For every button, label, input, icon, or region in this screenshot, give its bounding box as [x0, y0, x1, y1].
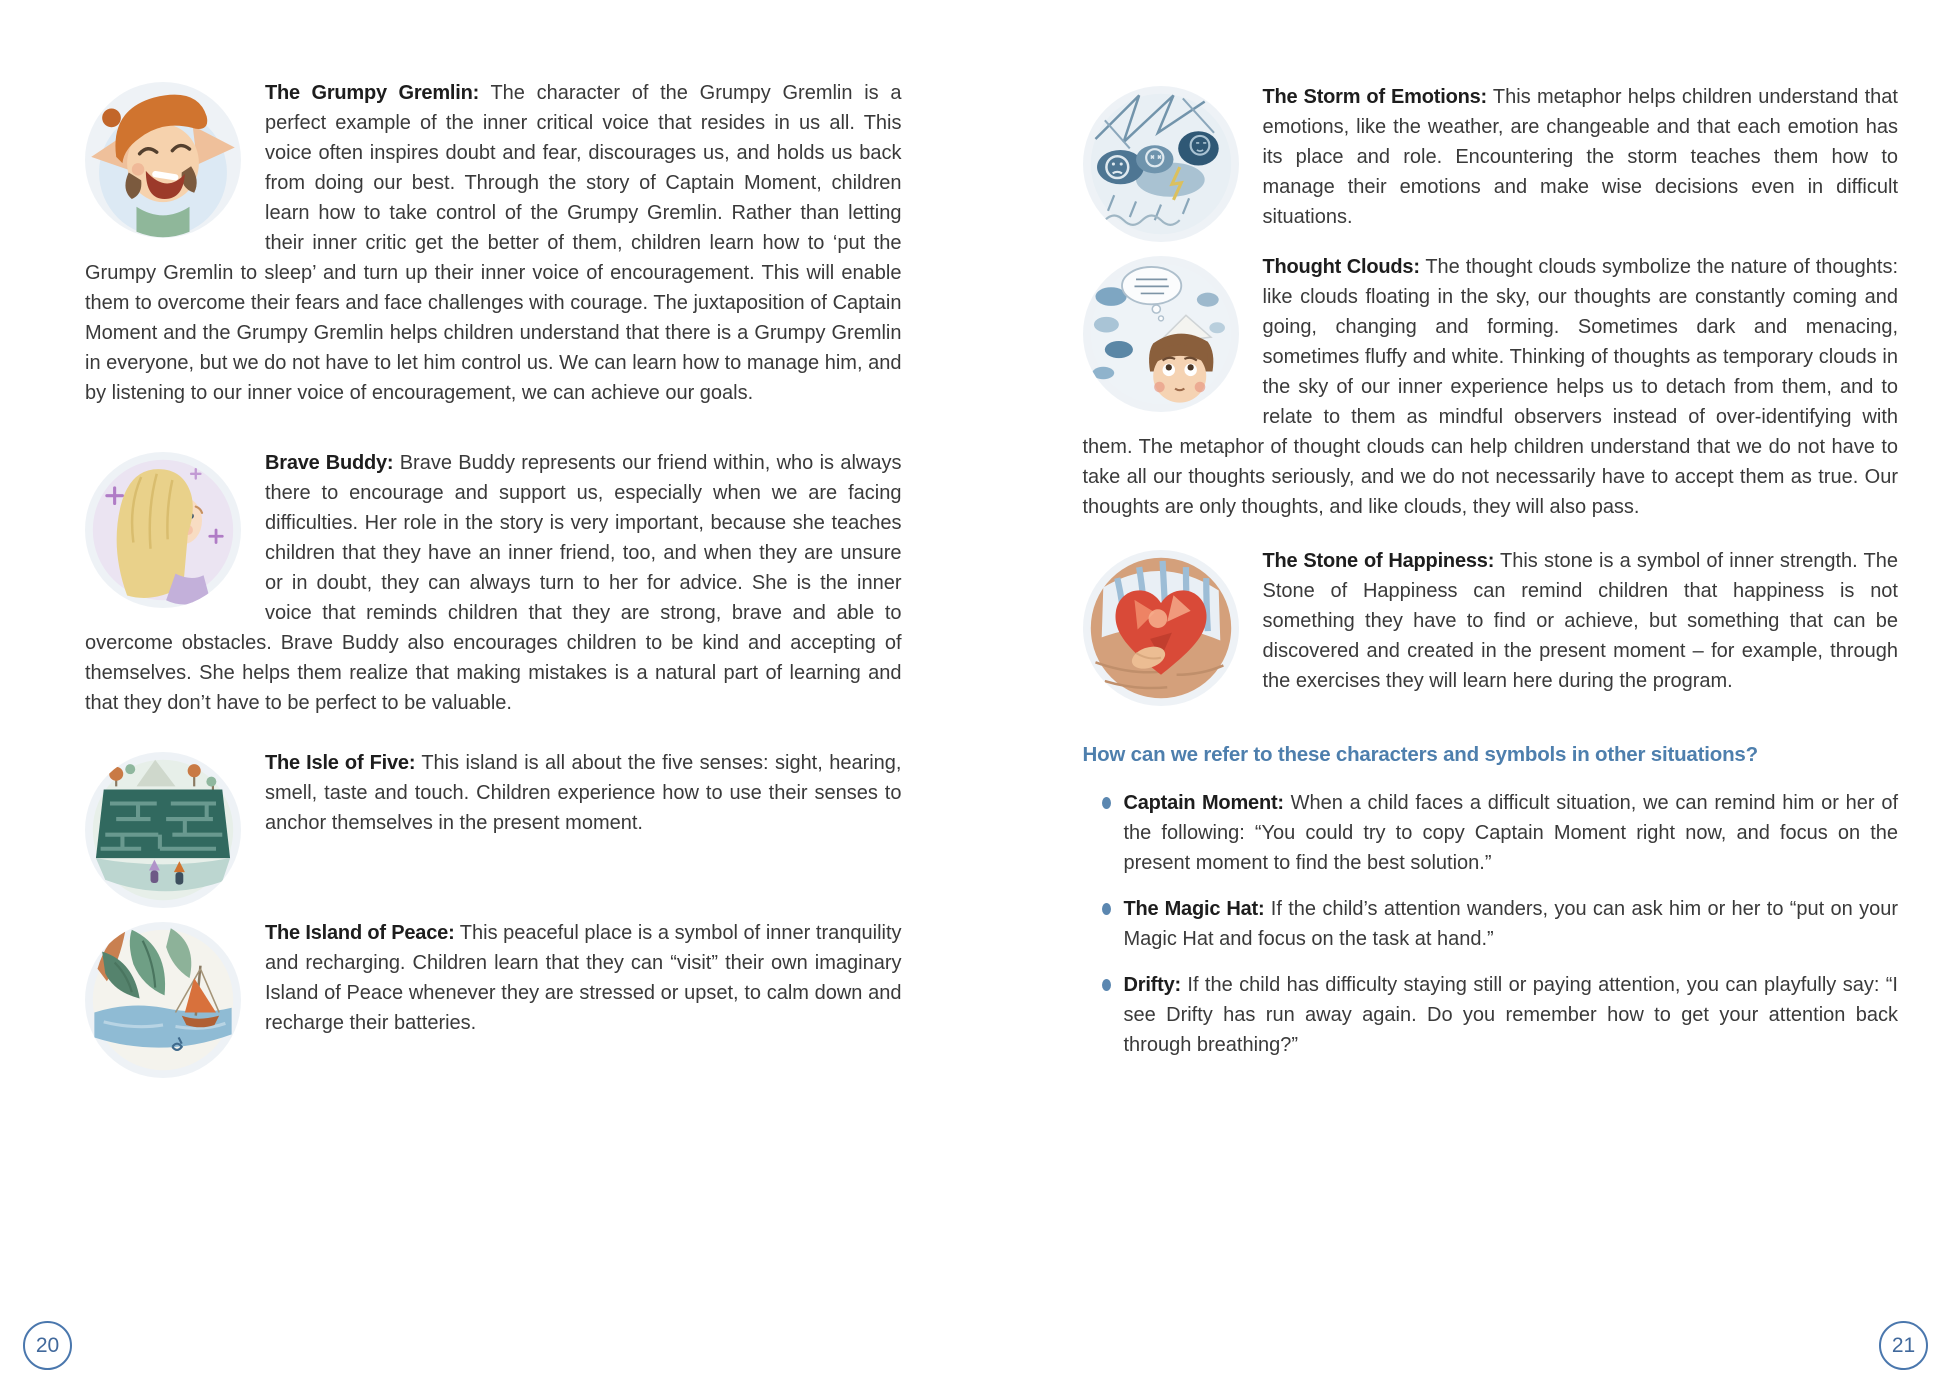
island-of-peace-illustration	[85, 922, 241, 1078]
section-isle-of-five	[85, 748, 902, 838]
isle-of-five-illustration	[85, 752, 241, 908]
section-thought-clouds	[1083, 252, 1899, 522]
question-heading: How can we refer to these characters and symbols in other situations?	[1082, 743, 1758, 766]
section-title: The Grumpy Gremlin:	[265, 82, 480, 104]
section-island-of-peace	[85, 918, 902, 1038]
section-storm-of-emotions	[1083, 82, 1899, 232]
bullet-title: Captain Moment:	[1123, 792, 1284, 814]
section-body: This island is all about the five senses: sight, hearing, smell, taste and touch. Children experience how to use their senses to anchor themselves in the present moment.	[265, 752, 902, 834]
grumpy-gremlin-illustration	[85, 82, 241, 238]
bullet-body: If the child’s attention wanders, you can ask him or her to “put on your Magic Hat and focus on the task at hand.”	[1123, 898, 1899, 950]
thought-clouds-illustration	[1083, 256, 1239, 412]
bullet-magic-hat	[1083, 894, 1899, 954]
section-body: Brave Buddy represents our friend within, who is always there to encourage and support us, especially when we are facing difficulties. Her role in the story is very important, because she teaches children that they have an inner friend, too, and when they are unsure or in doubt, they can always turn to her for advice. She is the inner voice that reminds children that they are strong, brave and able to overcome obstacles. Brave Buddy also encourages children to be kind and accepting of themselves. She helps them realize that making mistakes is a natural part of learning and that they don’t have to be perfect to be valuable.	[85, 452, 902, 714]
page-21	[975, 0, 1949, 1388]
bullet-captain-moment	[1083, 788, 1899, 878]
section-grumpy-gremlin	[85, 78, 902, 408]
bullet-body: When a child faces a difficult situation, we can remind him or her of the following: “You could try to copy Captain Moment right now, and focus on the present moment to find the best solution.”	[1123, 792, 1898, 874]
bullet-body: If the child has difficulty staying still or paying attention, you can playfully say: “I see Drifty has run away again. Do you remember how to get your attention back through breathing?”	[1123, 974, 1898, 1056]
section-title: The Storm of Emotions:	[1262, 86, 1487, 108]
bullet-drifty	[1083, 970, 1899, 1060]
section-body: The character of the Grumpy Gremlin is a perfect example of the inner critical voice that resides in us all. This voice often inspires doubt and fear, discourages us, and holds us back from doing our best. Through the story of Captain Moment, children learn how to take control of the Grumpy Gremlin. Rather than letting their inner critic get the better of them, children learn how to ‘put the Grumpy Gremlin to sleep’ and turn up their inner voice of encouragement. This will enable them to overcome their fears and face challenges with courage. The juxtaposition of Captain Moment and the Grumpy Gremlin helps children understand that there is a Grumpy Gremlin in everyone, but we do not have to let him control us. We can learn how to manage him, and by listening to our inner voice of encouragement, we can achieve our goals.	[85, 82, 902, 404]
section-brave-buddy	[85, 448, 902, 718]
page-number-21: 21	[1879, 1321, 1928, 1370]
storm-of-emotions-illustration	[1083, 86, 1239, 242]
section-title: The Island of Peace:	[265, 922, 455, 944]
section-body: This peaceful place is a symbol of inner tranquility and recharging. Children learn that they can “visit” their own imaginary Island of Peace whenever they are stressed or upset, to calm down and recharge their batteries.	[265, 922, 902, 1034]
section-body: The thought clouds symbolize the nature of thoughts: like clouds floating in the sky, our thoughts are constantly coming and going, changing and forming. Sometimes dark and menacing, sometimes fluffy and white. Thinking of thoughts as temporary clouds in the sky of our inner experience helps us to detach from them, and to relate to them as mindful observers instead of over-identifying with them. The metaphor of thought clouds can help children understand that we do not have to take all our thoughts seriously, and we do not necessarily have to accept them as true. Our thoughts are only thoughts, and like clouds, they will also pass.	[1082, 256, 1899, 518]
section-body: This metaphor helps children understand that emotions, like the weather, are changeable and that each emotion has its place and role. Encountering the storm teaches them how to manage their emotions and make wise decisions even in difficult situations.	[1262, 86, 1898, 228]
section-title: Brave Buddy:	[265, 452, 394, 474]
section-title: Thought Clouds:	[1262, 256, 1420, 278]
section-stone-of-happiness	[1083, 546, 1899, 696]
bullet-title: The Magic Hat:	[1123, 898, 1265, 920]
section-title: The Stone of Happiness:	[1262, 550, 1495, 572]
bullet-title: Drifty:	[1123, 974, 1181, 996]
section-title: The Isle of Five:	[265, 752, 416, 774]
stone-of-happiness-illustration	[1083, 550, 1239, 706]
section-body: This stone is a symbol of inner strength. The Stone of Happiness can remind children that happiness is not something they have to find or achieve, but something that can be discovered and created in the present moment – for example, through the exercises they will learn here during the program.	[1262, 550, 1898, 692]
page-number-20: 20	[23, 1321, 72, 1370]
brave-buddy-illustration	[85, 452, 241, 608]
